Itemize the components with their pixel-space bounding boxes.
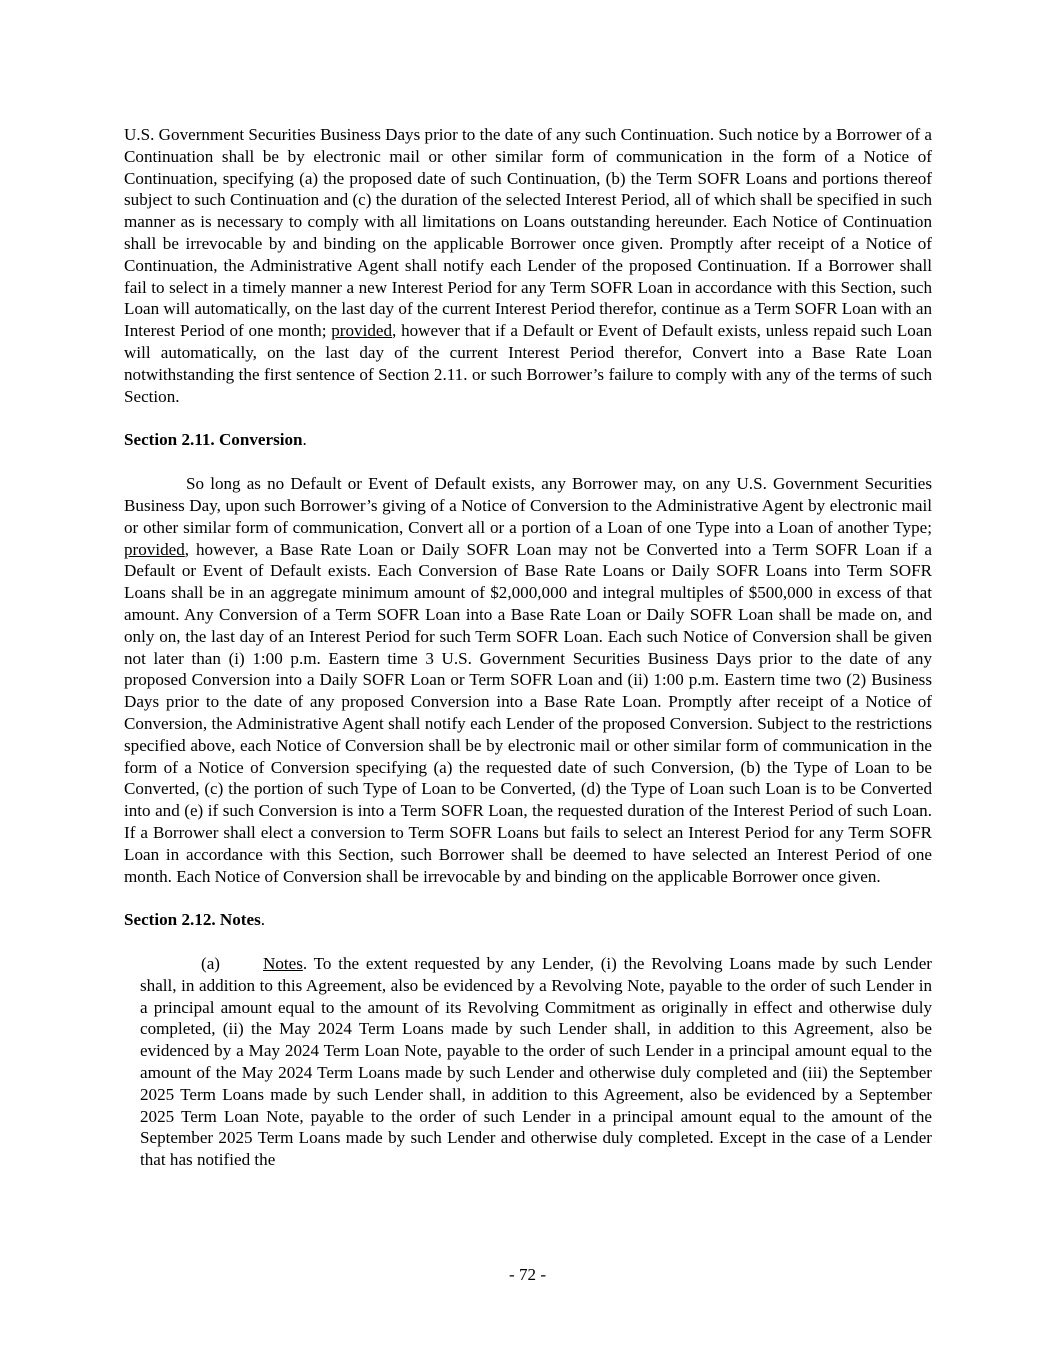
continuation-paragraph: U.S. Government Securities Business Days prior to the date of any such Continuation. Such notice by a Borrower of a Continuation shall be by electronic mail or other similar form of communication in the form of a Notice of Continuation, specifying (a) the proposed date of such Continuation, (b) the Term SOFR Loans and portions thereof subject to such Continuation and (c) the duration of the selected Interest Period, all of which shall be specified in such manner as is necessary to comply with all limitations on Loans outstanding hereunder. Each Notice of Continuation shall be irrevocable by and binding on the applicable Borrower once given. Promptly after receipt of a Notice of Continuation, the Administrative Agent shall notify each Lender of the proposed Continuation. If a Borrower shall fail to select in a timely manner a new Interest Period for any Term SOFR Loan in accordance with this Section, such Loan will automatically, on the last day of the current Interest Period therefor, continue as a Term SOFR Loan with an Interest Period of one month; provided, however that if a Default or Event of Default exists, unless repaid such Loan will automatically, on the last day of the current Interest Period therefor, Convert into a Base Rate Loan notwithstanding the first sentence of Section 2.11. or such Borrower’s failure to comply with any of the terms of such Section. — [124, 125, 932, 406]
section-2-12-heading: Section 2.12. Notes. — [124, 910, 266, 930]
subparagraph-title: Notes — [263, 954, 303, 974]
subparagraph-label: (a) — [201, 954, 220, 974]
section-2-11-heading: Section 2.11. Conversion. — [124, 430, 307, 450]
document-page — [124, 124, 932, 1171]
provided-term: provided — [331, 321, 393, 341]
conversion-paragraph: So long as no Default or Event of Default exists, any Borrower may, on any U.S. Government Securities Business Day, upon such Borrower’s giving of a Notice of Conversion to the Administrative Agent by electronic mail or other similar form of communication, Convert all or a portion of a Loan of one Type into a Loan of another Type; provided, however, a Base Rate Loan or Daily SOFR Loan may not be Converted into a Term SOFR Loan if a Default or Event of Default exists. Each Conversion of Base Rate Loans or Daily SOFR Loans into Term SOFR Loans shall be in an aggregate minimum amount of $2,000,000 and integral multiples of $500,000 in excess of that amount. Any Conversion of a Term SOFR Loan into a Base Rate Loan or Daily SOFR Loan shall be made on, and only on, the last day of an Interest Period for such Term SOFR Loan. Each such Notice of Conversion shall be given not later than (i) 1:00 p.m. Eastern time 3 U.S. Government Securities Business Days prior to the date of any proposed Conversion into a Daily SOFR Loan or Term SOFR Loan and (ii) 1:00 p.m. Eastern time two (2) Business Days prior to the date of any proposed Conversion into a Base Rate Loan. Promptly after receipt of a Notice of Conversion, the Administrative Agent shall notify each Lender of the proposed Conversion. Subject to the restrictions specified above, each Notice of Conversion shall be by electronic mail or other similar form of communication in the form of a Notice of Conversion specifying (a) the requested date of such Conversion, (b) the Type of Loan to be Converted, (c) the portion of such Type of Loan to be Converted, (d) the Type of Loan such Loan is to be Converted into and (e) if such Conversion is into a Term SOFR Loan, the requested duration of the Interest Period of such Loan. If a Borrower shall elect a conversion to Term SOFR Loans but fails to select an Interest Period for any Term SOFR Loan in accordance with this Section, such Borrower shall be deemed to have selected an Interest Period of one month. Each Notice of Conversion shall be irrevocable by and binding on the applicable Borrower once given. — [124, 474, 932, 886]
page-number: - 72 - — [508, 1265, 547, 1284]
notes-subparagraph-a: (a) Notes. To the extent requested by any Lender, (i) the Revolving Loans made by such Lender shall, in addition to this Agreement, also be evidenced by a Revolving Note, payable to the order of such Lender in a principal amount equal to the amount of its Revolving Commitment as originally in effect and otherwise duly completed, (ii) the May 2024 Term Loans made by such Lender shall, in addition to this Agreement, also be evidenced by a May 2024 Term Loan Note, payable to the order of such Lender in a principal amount equal to the amount of the May 2024 Term Loans made by such Lender and otherwise duly completed and (iii) the September 2025 Term Loans made by such Lender shall, in addition to this Agreement, also be evidenced by a September 2025 Term Loan Note, payable to the order of such Lender in a principal amount equal to the amount of the September 2025 Term Loans made by such Lender and otherwise duly completed. Except in the case of a Lender that has notified the — [140, 954, 932, 1170]
provided-term: provided — [124, 539, 185, 559]
